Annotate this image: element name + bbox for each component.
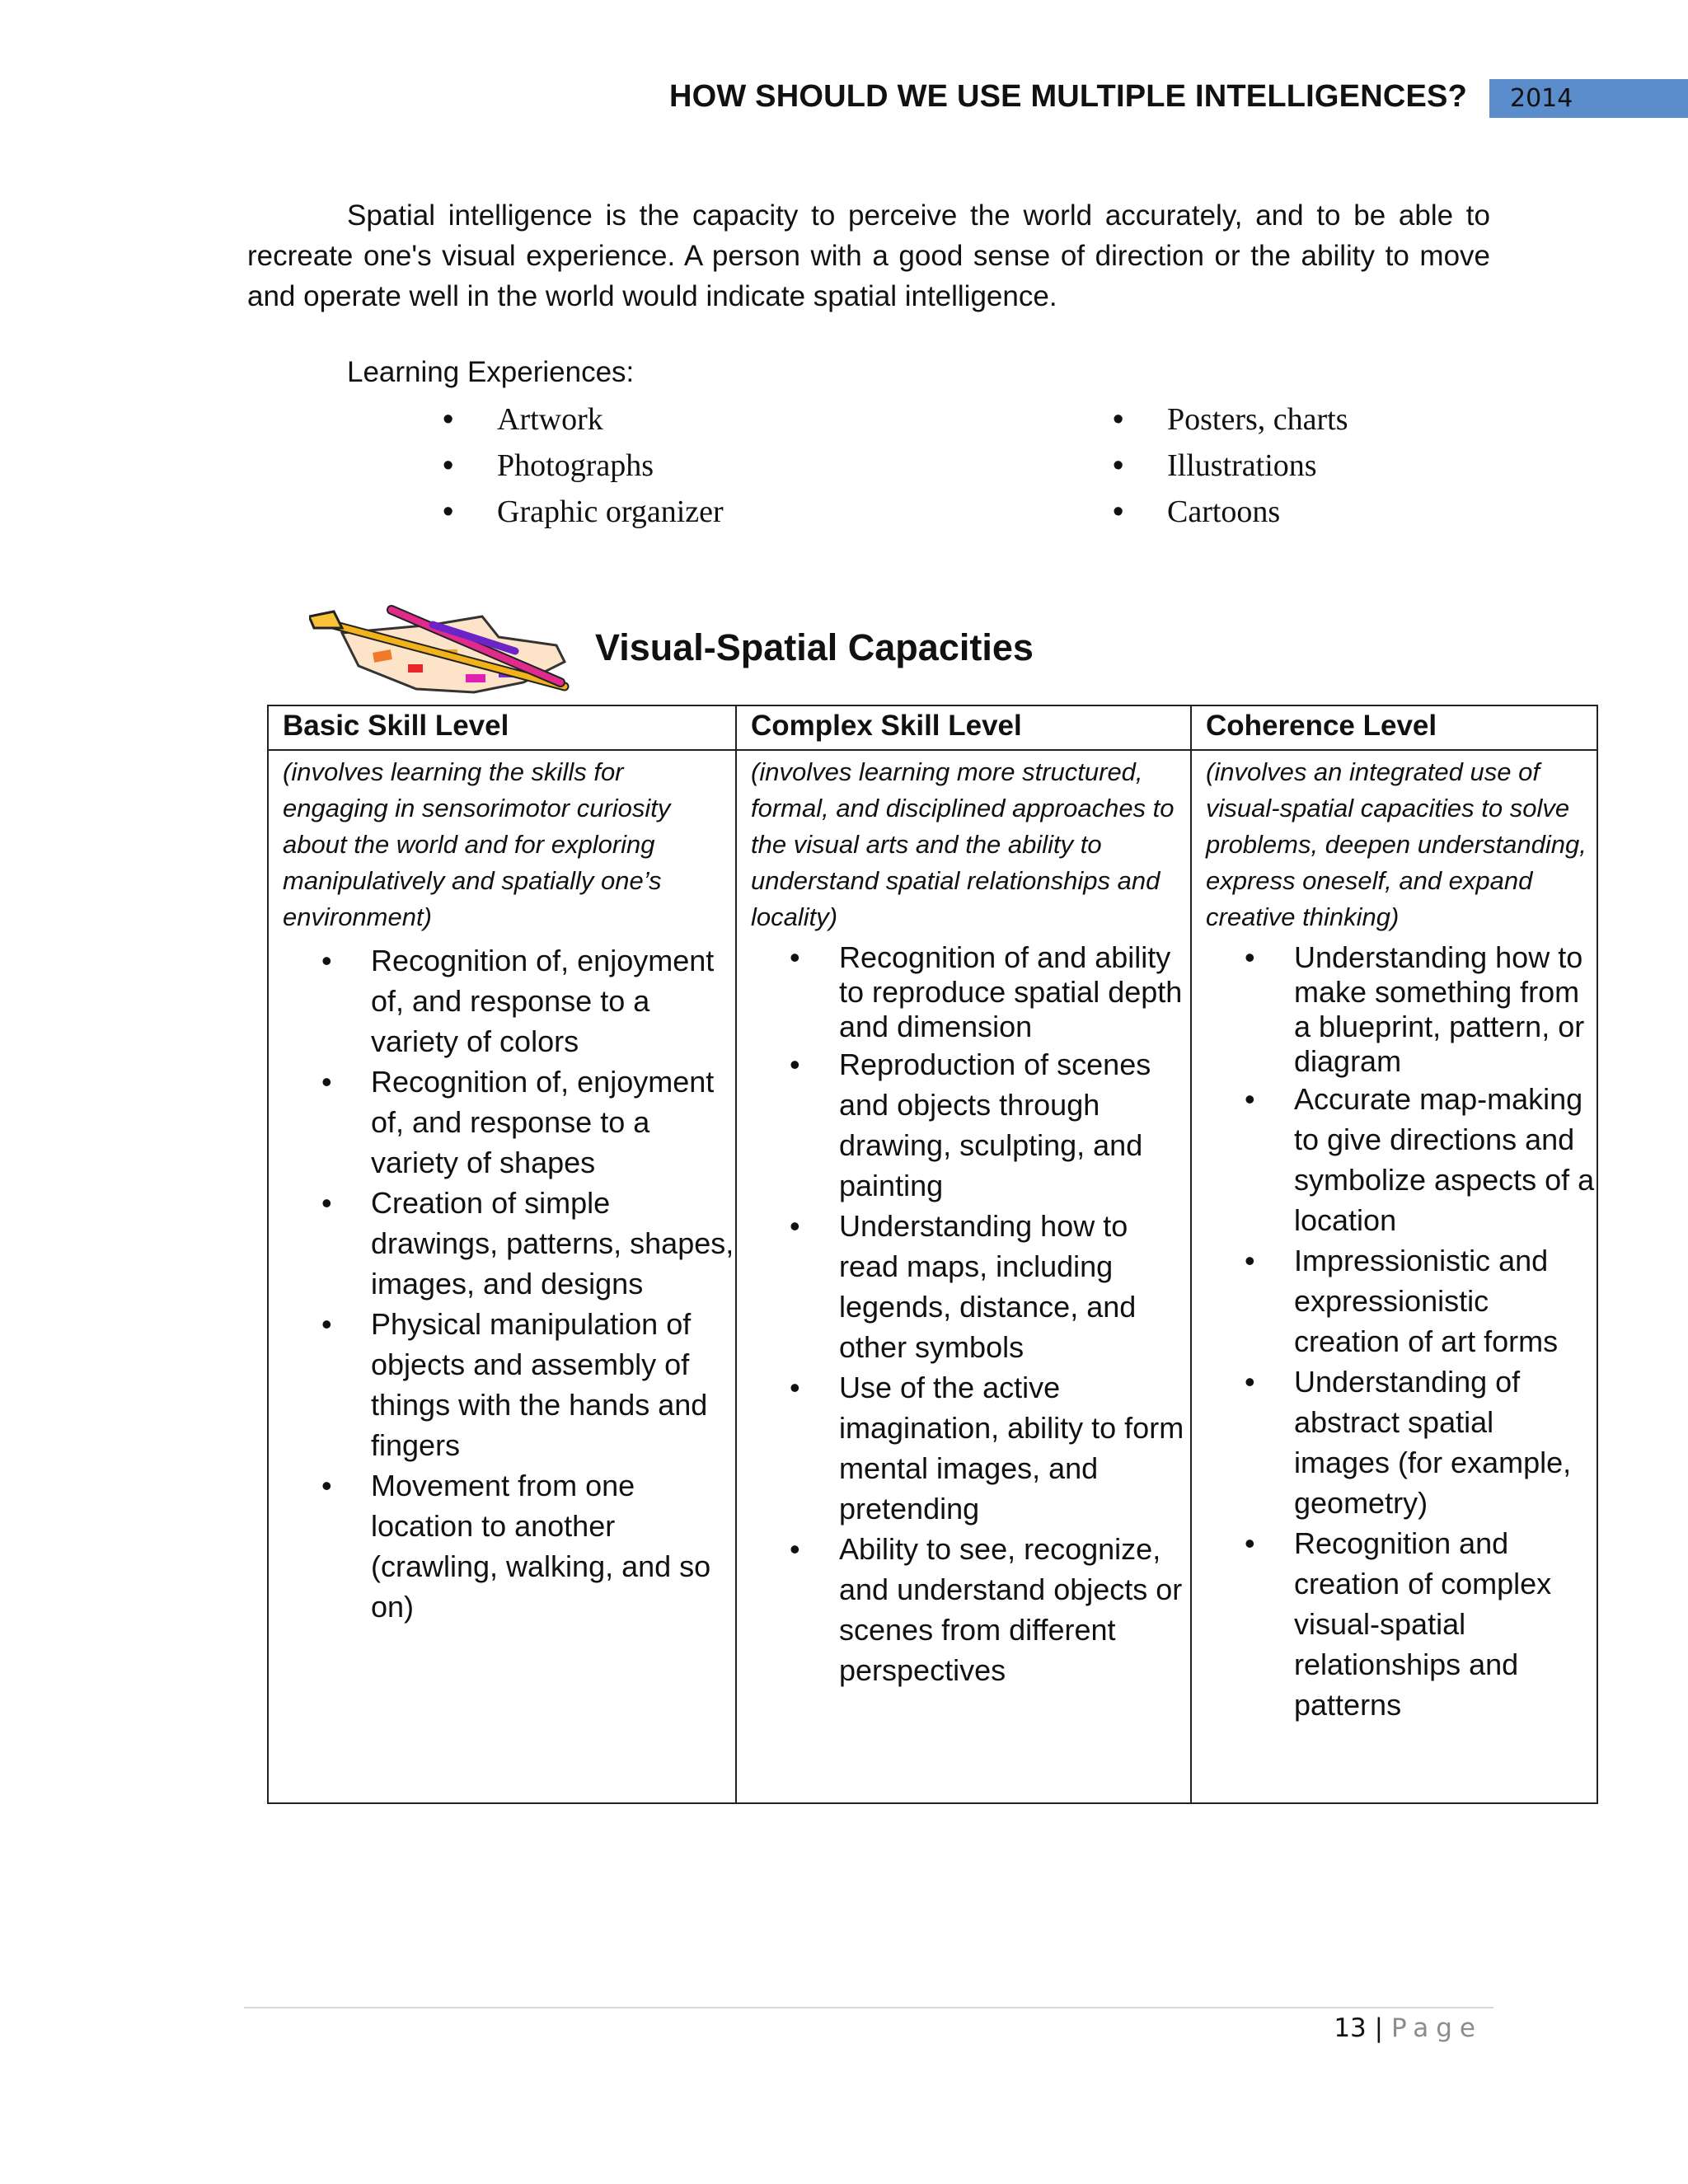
table-header-row	[268, 705, 1597, 750]
column-heading: Basic Skill Level	[268, 705, 736, 750]
list-item: • Physical manipulation of objects and assembly of things with the hands and fingers	[321, 1304, 735, 1465]
list-item: • Use of the active imagination, ability to form mental images, and pretending	[790, 1367, 1190, 1529]
list-item: • Cartoons	[1113, 489, 1348, 535]
table-cell-complex	[736, 750, 1191, 1803]
page-number	[1253, 2013, 1483, 2043]
list-item: • Illustrations	[1113, 443, 1348, 489]
list-item: • Creation of simple drawings, patterns, shapes, images, and designs	[321, 1183, 735, 1304]
list-item: • Recognition of, enjoyment of, and response to a variety of shapes	[321, 1062, 735, 1183]
list-item: • Photographs	[443, 443, 724, 489]
skill-list	[1192, 940, 1597, 1725]
skill-list	[269, 940, 735, 1627]
table-row	[268, 750, 1597, 1803]
page-header-title: HOW SHOULD WE USE MULTIPLE INTELLIGENCES?	[668, 79, 1467, 114]
list-item: • Reproduction of scenes and objects through drawing, sculpting, and painting	[790, 1044, 1190, 1206]
paintbrush-palette-icon	[309, 600, 573, 695]
table-cell-basic	[268, 750, 736, 1803]
capacities-table	[267, 705, 1598, 1804]
list-item: • Understanding how to read maps, including legends, distance, and other symbols	[790, 1206, 1190, 1367]
page-number-value: 13	[1334, 2013, 1367, 2043]
list-item: • Understanding of abstract spatial images (for example, geometry)	[1245, 1361, 1597, 1523]
table-cell-coherence	[1191, 750, 1597, 1803]
list-item: • Ability to see, recognize, and understand objects or scenes from different perspectives	[790, 1529, 1190, 1690]
year-badge: 2014	[1489, 79, 1688, 118]
list-item: • Recognition of and ability to reproduce spatial depth and dimension	[790, 940, 1190, 1044]
list-item: • Impressionistic and expressionistic creation of art forms	[1245, 1240, 1597, 1361]
list-item: • Posters, charts	[1113, 396, 1348, 443]
column-heading: Complex Skill Level	[736, 705, 1191, 750]
page-word: Page	[1390, 2013, 1483, 2043]
learning-experiences-list-right	[1113, 396, 1348, 535]
intro-paragraph: Spatial intelligence is the capacity to perceive the world accurately, and to be able to recreate one's visual experience. A person with a good sense of direction or the ability to move and operate well in the world would indicate spatial intelligence.	[247, 199, 1490, 312]
column-description: (involves learning the skills for engaging in sensorimotor curiosity about the world and for exploring manipulatively and spatially one’s environment)	[283, 757, 671, 931]
learning-experiences-label: Learning Experiences:	[347, 356, 635, 388]
column-heading: Coherence Level	[1191, 705, 1597, 750]
list-item: • Recognition of, enjoyment of, and response to a variety of colors	[321, 940, 735, 1062]
footer-divider	[244, 2007, 1493, 2008]
column-description: (involves an integrated use of visual-spatial capacities to solve problems, deepen understanding, express oneself, and expand creative thinking)	[1206, 757, 1587, 931]
list-item: • Understanding how to make something from a blueprint, pattern, or diagram	[1245, 940, 1597, 1079]
learning-experiences-list-left	[443, 396, 724, 535]
list-item: • Recognition and creation of complex visual-spatial relationships and patterns	[1245, 1523, 1597, 1725]
list-item: • Accurate map-making to give directions and symbolize aspects of a location	[1245, 1079, 1597, 1240]
column-description: (involves learning more structured, formal, and disciplined approaches to the visual arts and the ability to understand spatial relationships and locality)	[751, 757, 1175, 931]
page-number-separator: |	[1374, 2013, 1384, 2043]
list-item: • Graphic organizer	[443, 489, 724, 535]
section-title: Visual-Spatial Capacities	[595, 626, 1034, 668]
list-item: • Movement from one location to another (crawling, walking, and so on)	[321, 1465, 735, 1627]
skill-list	[737, 940, 1190, 1690]
list-item: • Artwork	[443, 396, 724, 443]
